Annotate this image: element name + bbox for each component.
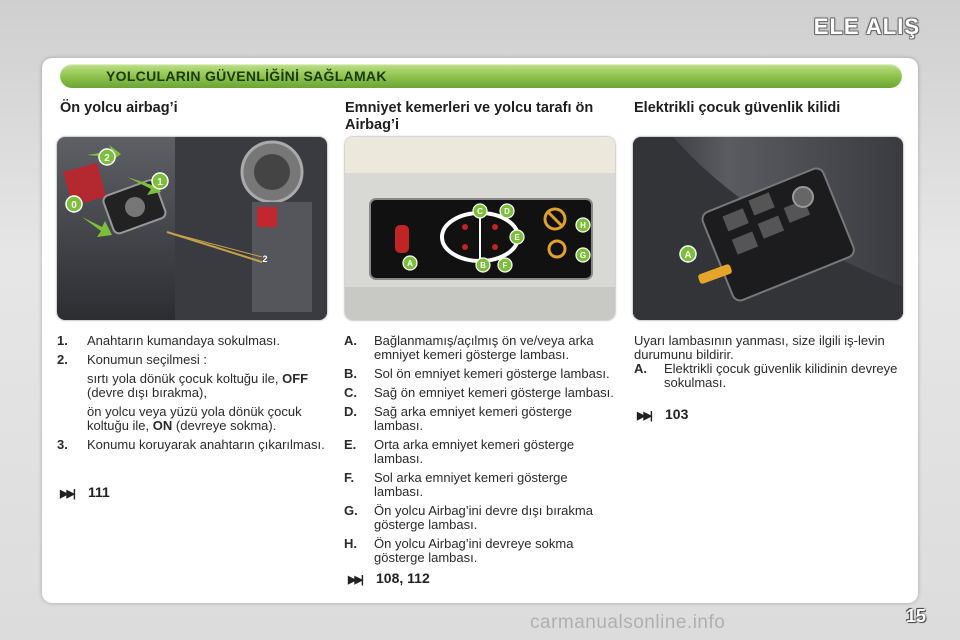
item-text: Orta arka emniyet kemeri gösterge lambası. [374, 437, 575, 466]
item-text: Konumun seçilmesi : [87, 352, 207, 367]
list-item [344, 471, 616, 499]
list-item [344, 405, 616, 433]
col3-list [634, 362, 906, 395]
col3-page-reference[interactable] [637, 406, 688, 422]
reference-arrow-icon: ▶▶| [637, 410, 651, 422]
photo2-label-g: G [579, 251, 587, 260]
section-banner-text: YOLCULARIN GÜVENLİĞİNİ SAĞLAMAK [106, 68, 387, 84]
airbag-key-switch-photo [57, 137, 327, 320]
item-text: Elektrikli çocuk güvenlik kilidinin devreye sokulması. [664, 361, 898, 390]
list-item [57, 353, 325, 433]
list-item [344, 386, 616, 400]
item-subtext: sırtı yola dönük çocuk koltuğu ile, OFF (devre dışı bırakma), [87, 371, 309, 400]
photo2-label-c: C [477, 207, 483, 216]
item-text: Sağ arka emniyet kemeri gösterge lambası. [374, 404, 572, 433]
reference-page: 103 [665, 406, 689, 422]
item-number: B. [344, 366, 357, 381]
item-number: 3. [57, 437, 68, 452]
col2-list [344, 334, 616, 570]
item-number: 1. [57, 333, 68, 348]
item-text: Ön yolcu Airbag’ini devreye sokma gösterge lambası. [374, 536, 574, 565]
item-number: D. [344, 404, 357, 419]
col2-heading: Emniyet kemerleri ve yolcu tarafı ön Airbag’i [345, 100, 594, 133]
photo2-label-h: H [580, 221, 586, 230]
item-number: 2. [57, 352, 68, 367]
reference-page: 111 [88, 484, 110, 500]
photo3-label-a: A [684, 250, 692, 261]
reference-arrow-icon: ▶▶| [348, 574, 362, 586]
list-item [344, 367, 616, 381]
section-banner [60, 64, 902, 88]
photo1-label-2b: 2 [262, 254, 268, 264]
photo2-label-e: E [514, 233, 520, 242]
photo1-label-2: 2 [104, 153, 110, 164]
item-number: G. [344, 503, 358, 518]
col3-heading: Elektrikli çocuk güvenlik kilidi [634, 100, 841, 116]
item-number: A. [344, 333, 357, 348]
photo2-label-f: F [502, 261, 508, 270]
item-text: Anahtarın kumandaya sokulması. [87, 333, 280, 348]
child-lock-switch-photo [633, 137, 903, 320]
item-text: Sağ ön emniyet kemeri gösterge lambası. [374, 385, 614, 400]
seatbelt-warning-panel-photo [345, 137, 615, 320]
col3-intro: Uyarı lambasının yanması, size ilgili iş-levin durumunu bildirir. [634, 333, 885, 362]
page-number: 15 [905, 606, 926, 626]
list-item [57, 334, 325, 348]
list-item [344, 537, 616, 565]
col1-list [57, 334, 325, 457]
item-number: C. [344, 385, 357, 400]
col1-page-reference[interactable] [60, 484, 110, 500]
watermark: carmanualsonline.info [530, 612, 726, 633]
photo2-label-a: A [407, 259, 413, 268]
item-number: H. [344, 536, 357, 551]
photo2-label-b: B [480, 261, 486, 270]
item-text: Konumu koruyarak anahtarın çıkarılması. [87, 437, 325, 452]
list-item [344, 334, 616, 362]
item-text: Ön yolcu Airbag’ini devre dışı bırakma gösterge lambası. [374, 503, 593, 532]
list-item [634, 362, 906, 390]
list-item [344, 504, 616, 532]
chapter-title: ELE ALIŞ [813, 14, 920, 39]
list-item [344, 438, 616, 466]
item-number: A. [634, 361, 647, 376]
item-number: F. [344, 470, 355, 485]
reference-arrow-icon: ▶▶| [60, 488, 74, 500]
item-subtext: ön yolcu veya yüzü yola dönük çocuk koltuğu ile, ON (devreye sokma). [87, 404, 302, 433]
list-item [57, 438, 325, 452]
reference-page: 108, 112 [376, 570, 430, 586]
item-text: Bağlanmamış/açılmış ön ve/veya arka emniyet kemeri gösterge lambası. [374, 333, 594, 362]
photo2-label-d: D [504, 207, 510, 216]
col2-page-reference[interactable] [348, 570, 430, 586]
photo1-label-0: 0 [71, 200, 77, 211]
item-text: Sol arka emniyet kemeri gösterge lambası. [374, 470, 568, 499]
photo1-label-1: 1 [157, 177, 163, 188]
item-text: Sol ön emniyet kemeri gösterge lambası. [374, 366, 610, 381]
col1-heading: Ön yolcu airbag’i [60, 100, 178, 116]
item-number: E. [344, 437, 357, 452]
